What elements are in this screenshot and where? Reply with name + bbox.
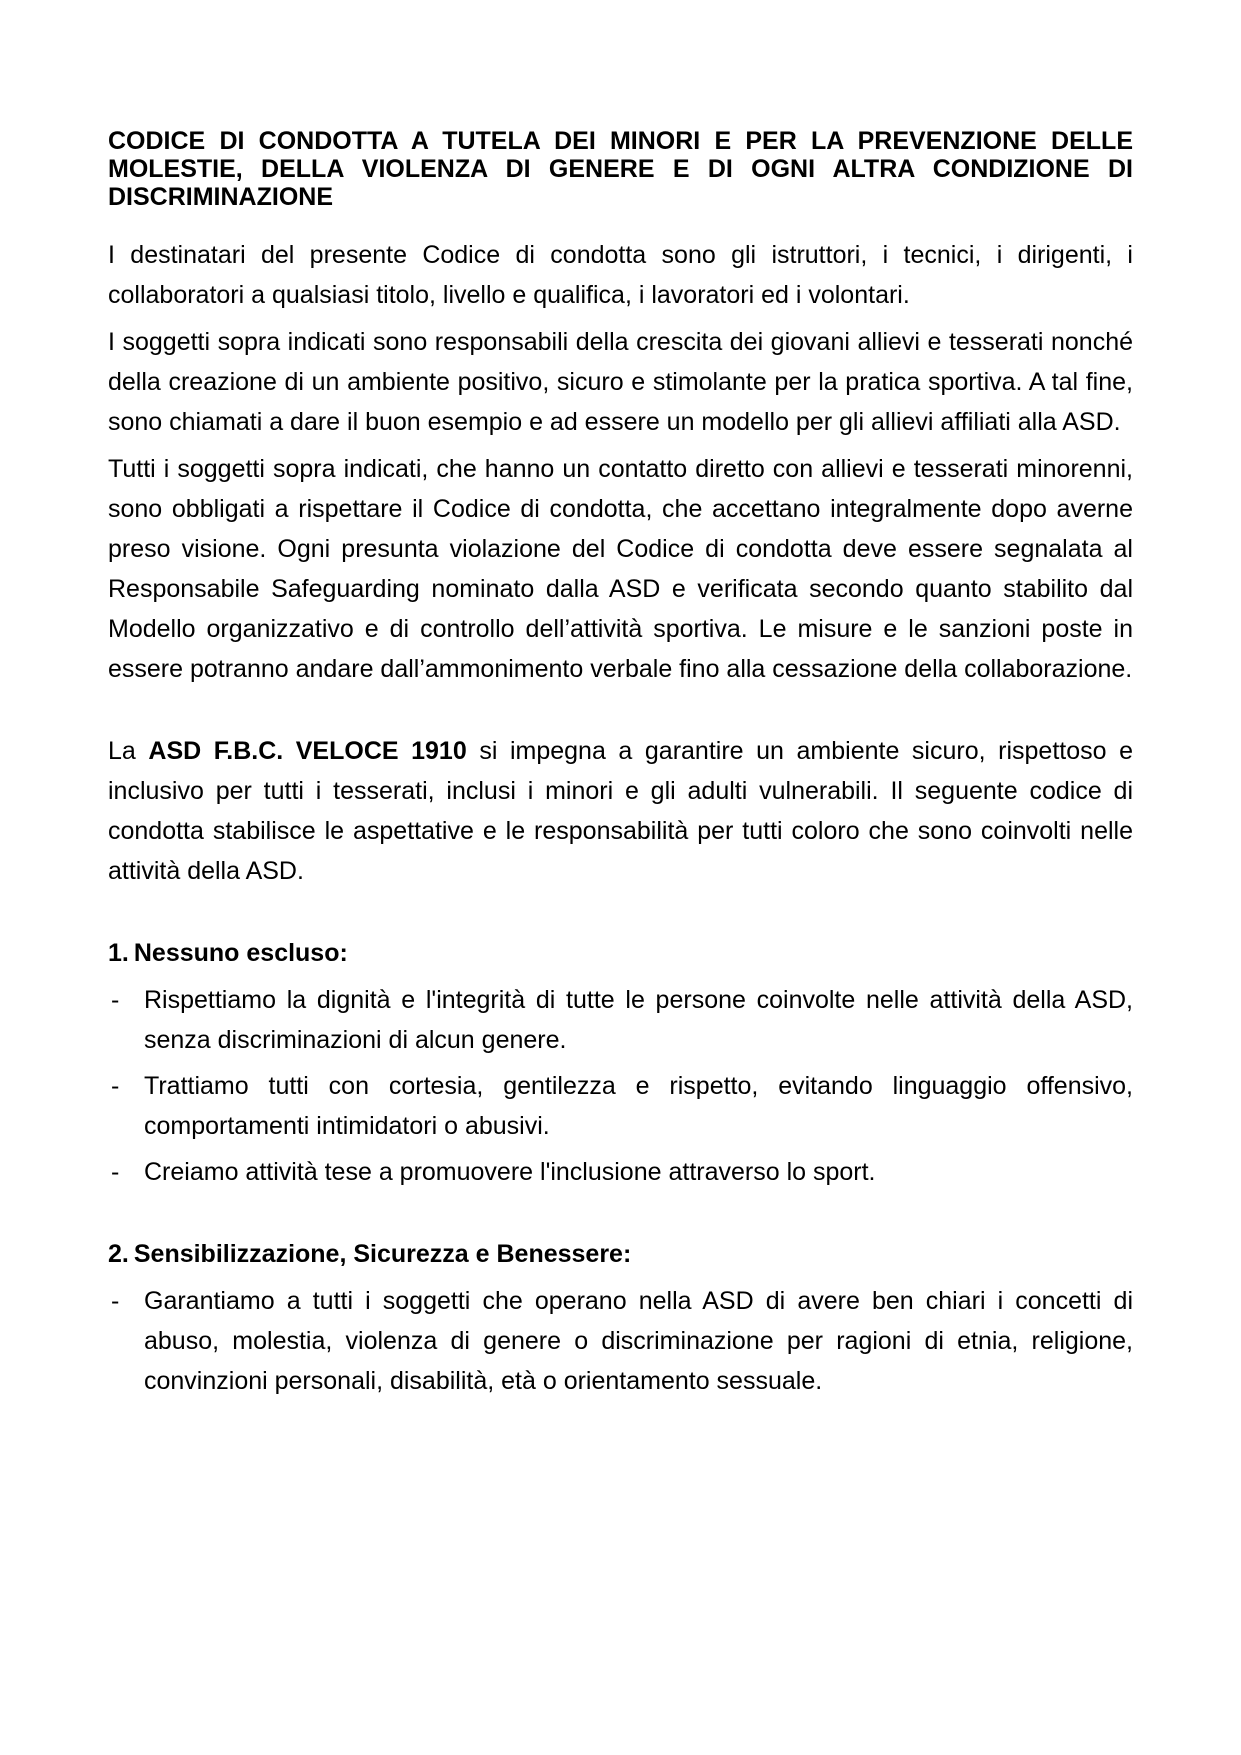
bullet-text: Garantiamo a tutti i soggetti che operano nella ASD di avere ben chiari i concetti di abuso, molestia, violenza di genere o discriminazione per ragioni di etnia, religione, convinzioni personali, disabilità, età o orientamento sessuale.: [144, 1287, 1133, 1395]
list-item: [108, 980, 1133, 1060]
bullet-text: Creiamo attività tese a promuovere l'inclusione attraverso lo sport.: [144, 1158, 876, 1186]
list-item: [108, 1152, 1133, 1192]
commitment-text-after: si impegna a garantire un ambiente sicuro, rispettoso e inclusivo per tutti i tesserati, inclusi i minori e gli adulti vulnerabili. Il seguente codice di condotta stabilisce le aspettative e le responsabilità per tutti coloro che sono coinvolti nelle attività della ASD.: [108, 737, 1133, 885]
section-2: [108, 1234, 1133, 1401]
bullet-text: Rispettiamo la dignità e l'integrità di tutte le persone coinvolte nelle attività della ASD, senza discriminazioni di alcun genere.: [144, 986, 1133, 1054]
bullet-dash: -: [111, 1287, 120, 1315]
section-1-number: 1.: [108, 939, 129, 967]
bullet-dash: -: [111, 1072, 120, 1100]
bullet-dash: -: [111, 1158, 120, 1186]
section-1-heading: [108, 933, 1133, 973]
list-item: [108, 1281, 1133, 1401]
intro-paragraph-2: I soggetti sopra indicati sono responsabili della crescita dei giovani allievi e tesserati nonché della creazione di un ambiente positivo, sicuro e stimolante per la pratica sportiva. A tal fine, sono chiamati a dare il buon esempio e ad essere un modello per gli allievi affiliati alla ASD.: [108, 328, 1133, 436]
section-2-heading: [108, 1234, 1133, 1274]
list-item: [108, 1066, 1133, 1146]
section-1: [108, 933, 1133, 1192]
section-2-number: 2.: [108, 1240, 129, 1268]
commitment-paragraph: [108, 731, 1133, 891]
section-2-heading-text: Sensibilizzazione, Sicurezza e Benessere:: [133, 1240, 632, 1268]
club-name-bold: ASD F.B.C. VELOCE 1910: [148, 737, 467, 765]
bullet-dash: -: [111, 986, 120, 1014]
section-1-heading-text: Nessuno escluso:: [133, 939, 348, 967]
bullet-text: Trattiamo tutti con cortesia, gentilezza e rispetto, evitando linguaggio offensivo, comportamenti intimidatori o abusivi.: [144, 1072, 1133, 1140]
document-title: CODICE DI CONDOTTA A TUTELA DEI MINORI E PER LA PREVENZIONE DELLE MOLESTIE, DELLA VIOLENZA DI GENERE E DI OGNI ALTRA CONDIZIONE DI DISCRIMINAZIONE: [108, 127, 1133, 211]
intro-paragraph-1: I destinatari del presente Codice di condotta sono gli istruttori, i tecnici, i dirigenti, i collaboratori a qualsiasi titolo, livello e qualifica, i lavoratori ed i volontari.: [108, 241, 1133, 309]
intro-paragraph-3: Tutti i soggetti sopra indicati, che hanno un contatto diretto con allievi e tesserati minorenni, sono obbligati a rispettare il Codice di condotta, che accettano integralmente dopo averne preso visione. Ogni presunta violazione del Codice di condotta deve essere segnalata al Responsabile Safeguarding nominato dalla ASD e verificata secondo quanto stabilito dal Modello organizzativo e di controllo dell’attività sportiva. Le misure e le sanzioni poste in essere potranno andare dall’ammonimento verbale fino alla cessazione della collaborazione.: [108, 455, 1133, 683]
commitment-text-before: La: [108, 737, 149, 765]
